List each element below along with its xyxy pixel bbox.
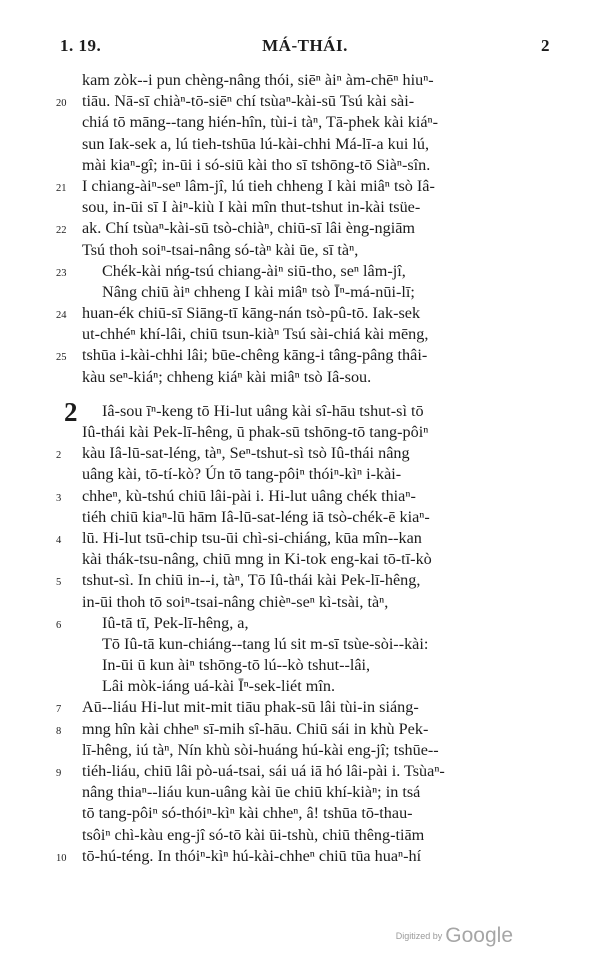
verse-number: 22 [56,225,67,237]
text-line [0,676,615,697]
line-text: ak. Chí tsùaⁿ-kài-sū tsò-chiàⁿ, chiū-sī lâi èng-ngiām [82,219,415,238]
line-text: Aū--liáu Hi-lut mit-mit tiāu phak-sū lâi tùi-in siáng- [82,698,419,717]
text-line [0,655,615,676]
text-line [0,507,615,528]
line-text: chheⁿ, kù-tshú chiū lâi-pài i. Hi-lut uâng chék thiaⁿ- [82,486,416,505]
chapter-number: 2 [64,396,78,427]
verse-number: 9 [56,768,62,779]
line-text: in-ūi thoh tō soiⁿ-tsai-nâng chièⁿ-seⁿ kì-tsài, tàⁿ, [82,592,389,611]
book-title: MÁ-THÁI. [262,36,348,55]
verse-number: 8 [56,725,62,737]
line-text: chiá tō māng--tang hién-hîn, tùi-i tàⁿ, Tā-phek kài kiáⁿ- [82,113,439,132]
text-line [0,155,615,176]
page-number: 2 [541,36,550,55]
line-text: Nâng chiū àiⁿ chheng I kài miâⁿ tsò Īⁿ-má-nūi-lī; [102,282,415,301]
verse-number: 7 [56,704,62,716]
watermark-logo: Google [445,924,513,947]
line-text-main: kam zòk--i pun chèng-nâng thói [82,71,290,89]
text-line [0,345,615,366]
line-text: nâng thiaⁿ--liáu kun-uâng kài ūe chiū khí-kiàⁿ; in tsá [82,783,421,802]
line-text: tsôiⁿ chì-kàu eng-jî só-tō kài ūi-tshù, chiū thêng-tiām [82,825,425,844]
line-text: mng hîn kài chheⁿ sī-mih sî-hāu. Chiū sái in khù Pek- [82,719,429,738]
line-text-continuation: , siēⁿ àiⁿ àm-chēⁿ hiuⁿ- [289,71,434,89]
text-line [0,134,615,155]
line-text: tshūa i-kài-chhi lâi; būe-chêng kāng-i tâng-pâng thâi- [82,346,428,365]
text-line [0,282,615,303]
verse-number: 24 [56,310,67,322]
line-text: ut-chhéⁿ khí-lâi, chiū tsun-kiàⁿ Tsú sài-chiá kài mēng, [82,325,429,344]
running-head [60,36,550,60]
line-text: sun Iak-sek a, lú tieh-tshūa lú-kài-chhi Má-lī-a kui lú, [82,134,430,153]
line-text: tiāu. Nā-sī chiàⁿ-tō-siēⁿ chí tsùaⁿ-kài-sū Tsú kài sài- [82,92,415,111]
text-line [0,486,615,507]
line-text: tō-hú-téng. In thóiⁿ-kìⁿ hú-kài-chheⁿ chiū tūa huaⁿ-hí [82,846,422,865]
text-line [0,761,615,782]
line-text [82,70,434,91]
body-text [0,70,615,867]
line-text: lī-hêng, iú tàⁿ, Nín khù sòi-huáng hú-kài eng-jî; tshūe-- [82,740,439,759]
text-line [0,240,615,261]
text-line [0,91,615,112]
line-text: Lâi mòk-iáng uá-kài Īⁿ-sek-liét mîn. [102,677,335,696]
text-line [0,396,615,427]
line-text: Iû-thái kài Pek-lī-hêng, ū phak-sū tshōng-tō tang-pôiⁿ [82,423,429,441]
verse-number: 10 [56,852,67,864]
text-line [0,324,615,345]
verse-number: 21 [56,182,67,194]
text-line [0,176,615,197]
text-line [0,112,615,133]
line-text: Tō Iû-tā kun-chiáng--tang lú sit m-sī tsùe-sòi--kài: [102,634,429,653]
text-line [0,782,615,803]
line-text: tiéh chiū kiaⁿ-lū hām Iâ-lū-sat-léng iā tsò-chék-ē kiaⁿ- [82,507,430,526]
verse-number: 20 [56,98,67,110]
line-text: Iâ-sou īⁿ-keng tō Hi-lut uâng kài sî-hāu tshut-sì tō [102,401,424,420]
chapter-verse-reference: 1. 19. [60,36,102,55]
line-text: uâng kài, tō-tí-kò? Ún tō tang-pôiⁿ thóiⁿ-kìⁿ i-kài- [82,465,402,484]
text-line [0,218,615,239]
line-text: huan-ék chiū-sī Siāng-tī kāng-nán tsò-pû-tō. Iak-sek [82,304,421,323]
text-line [0,197,615,218]
line-text: I chiang-àiⁿ-seⁿ lâm-jî, lú tieh chheng I kài miâⁿ tsò Iâ- [82,176,435,195]
verse-number: 6 [56,619,62,631]
text-line [0,634,615,655]
digitization-watermark [396,924,513,948]
line-text: kàu Iâ-lū-sat-léng, tàⁿ, Seⁿ-tshut-sì tsò Iû-thái nâng [82,444,410,463]
text-line [0,549,615,570]
text-line [0,367,615,388]
text-line [0,528,615,549]
watermark-prefix: Digitized by [395,931,443,941]
line-text: kài thák-tsu-nâng, chiū mng in Ki-tok eng-kai tō-tī-kò [82,550,432,569]
verse-number: 4 [56,534,62,546]
verse-number: 25 [56,352,67,364]
line-text: kàu seⁿ-kiáⁿ; chheng kiáⁿ kài miâⁿ tsò Iâ-sou. [82,367,372,386]
text-line [0,70,615,91]
line-text: tō tang-pôiⁿ só-thóiⁿ-kìⁿ kài chheⁿ, â! tshūa tō-thau- [82,804,413,823]
verse-number: 5 [56,577,62,589]
text-line [0,261,615,282]
text-line [0,422,615,443]
verse-number: 23 [56,267,67,279]
line-text: In-ūi ū kun àiⁿ tshōng-tō lú--kò tshut--lâi, [102,656,371,675]
line-text: tshut-sì. In chiū in--i, tàⁿ, Tō Iû-thái kài Pek-lī-hêng, [82,571,421,590]
text-line [0,613,615,634]
text-line [0,846,615,867]
line-text: Chék-kài nńg-tsú chiang-àiⁿ siū-tho, seⁿ lâm-jî, [102,261,406,280]
line-text: Tsú thoh soiⁿ-tsai-nâng só-tàⁿ kài ūe, sī tàⁿ, [82,240,359,259]
text-line [0,570,615,591]
verse-number: 2 [56,450,62,462]
line-text: tiéh-liáu, chiū lâi pò-uá-tsai, sái uá iā hó lâi-pài i. Tsùaⁿ- [82,762,445,780]
text-line [0,803,615,824]
chapter-spacer [0,388,615,401]
line-text: mài kiaⁿ-gî; in-ūi i só-siū kài tho sī tshōng-tō Siàⁿ-sîn. [82,155,431,174]
text-line [0,697,615,718]
text-line [0,825,615,846]
text-line [0,592,615,613]
text-line [0,443,615,464]
line-text: lū. Hi-lut tsū-chip tsu-ūi chì-si-chiáng, kūa mîn--kan [82,528,422,547]
text-line [0,464,615,485]
line-text: Iû-tā tī, Pek-lī-hêng, a, [102,613,249,632]
text-line [0,719,615,740]
text-line [0,303,615,324]
line-text: sou, in-ūi sī I àiⁿ-kiù I kài mîn thut-tshut in-kài tsüe- [82,198,421,217]
verse-number: 3 [56,492,62,504]
text-line [0,740,615,761]
